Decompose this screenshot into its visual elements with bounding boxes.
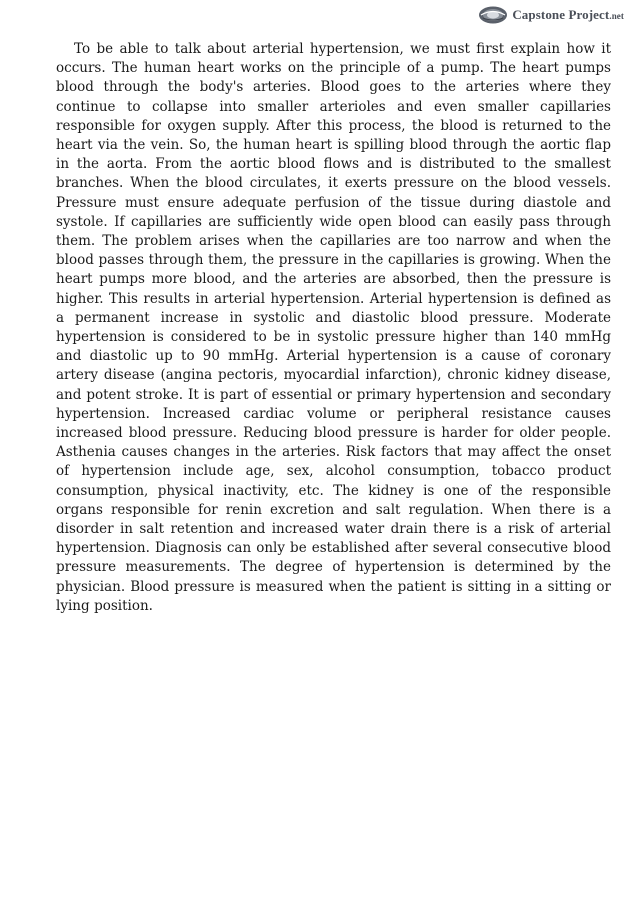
logo-name: Capstone Project: [512, 7, 610, 22]
logo-text: [512, 7, 624, 23]
document-body: [56, 40, 611, 616]
body-paragraph: To be able to talk about arterial hypertension, we must first explain how it occurs. The human heart works on the principle of a pump. The heart pumps blood through the body's arteries. Blood goes to the arteries where they continue to collapse into smaller arterioles and even smaller capillaries responsible for oxygen supply. After this process, the blood is returned to the heart via the vein. So, the human heart is spilling blood through the aortic flap in the aorta. From the aortic blood flows and is distributed to the smallest branches. When the blood circulates, it exerts pressure on the blood vessels. Pressure must ensure adequate perfusion of the tissue during diastole and systole. If capillaries are sufficiently wide open blood can easily pass through them. The problem arises when the capillaries are too narrow and when the blood passes through them, the pressure in the capillaries is growing. When the heart pumps more blood, and the arteries are absorbed, then the pressure is higher. This results in arterial hypertension. Arterial hypertension is defined as a permanent increase in systolic and diastolic blood pressure. Moderate hypertension is considered to be in systolic pressure higher than 140 mmHg and diastolic up to 90 mmHg. Arterial hypertension is a cause of coronary artery disease (angina pectoris, myocardial infarction), chronic kidney disease, and potent stroke. It is part of essential or primary hypertension and secondary hypertension. Increased cardiac volume or peripheral resistance causes increased blood pressure. Reducing blood pressure is harder for older people. Asthenia causes changes in the arteries. Risk factors that may affect the onset of hypertension include age, sex, alcohol consumption, tobacco product consumption, physical inactivity, etc. The kidney is one of the responsible organs responsible for renin excretion and salt regulation. When there is a disorder in salt retention and increased water drain there is a risk of arterial hypertension. Diagnosis can only be established after several consecutive blood pressure measurements. The degree of hypertension is determined by the physician. Blood pressure is measured when the patient is sitting in a sitting or lying position.: [56, 41, 611, 614]
capstone-globe-icon: [478, 5, 508, 25]
logo-suffix: .net: [609, 11, 624, 21]
capstone-project-logo[interactable]: [478, 5, 624, 25]
